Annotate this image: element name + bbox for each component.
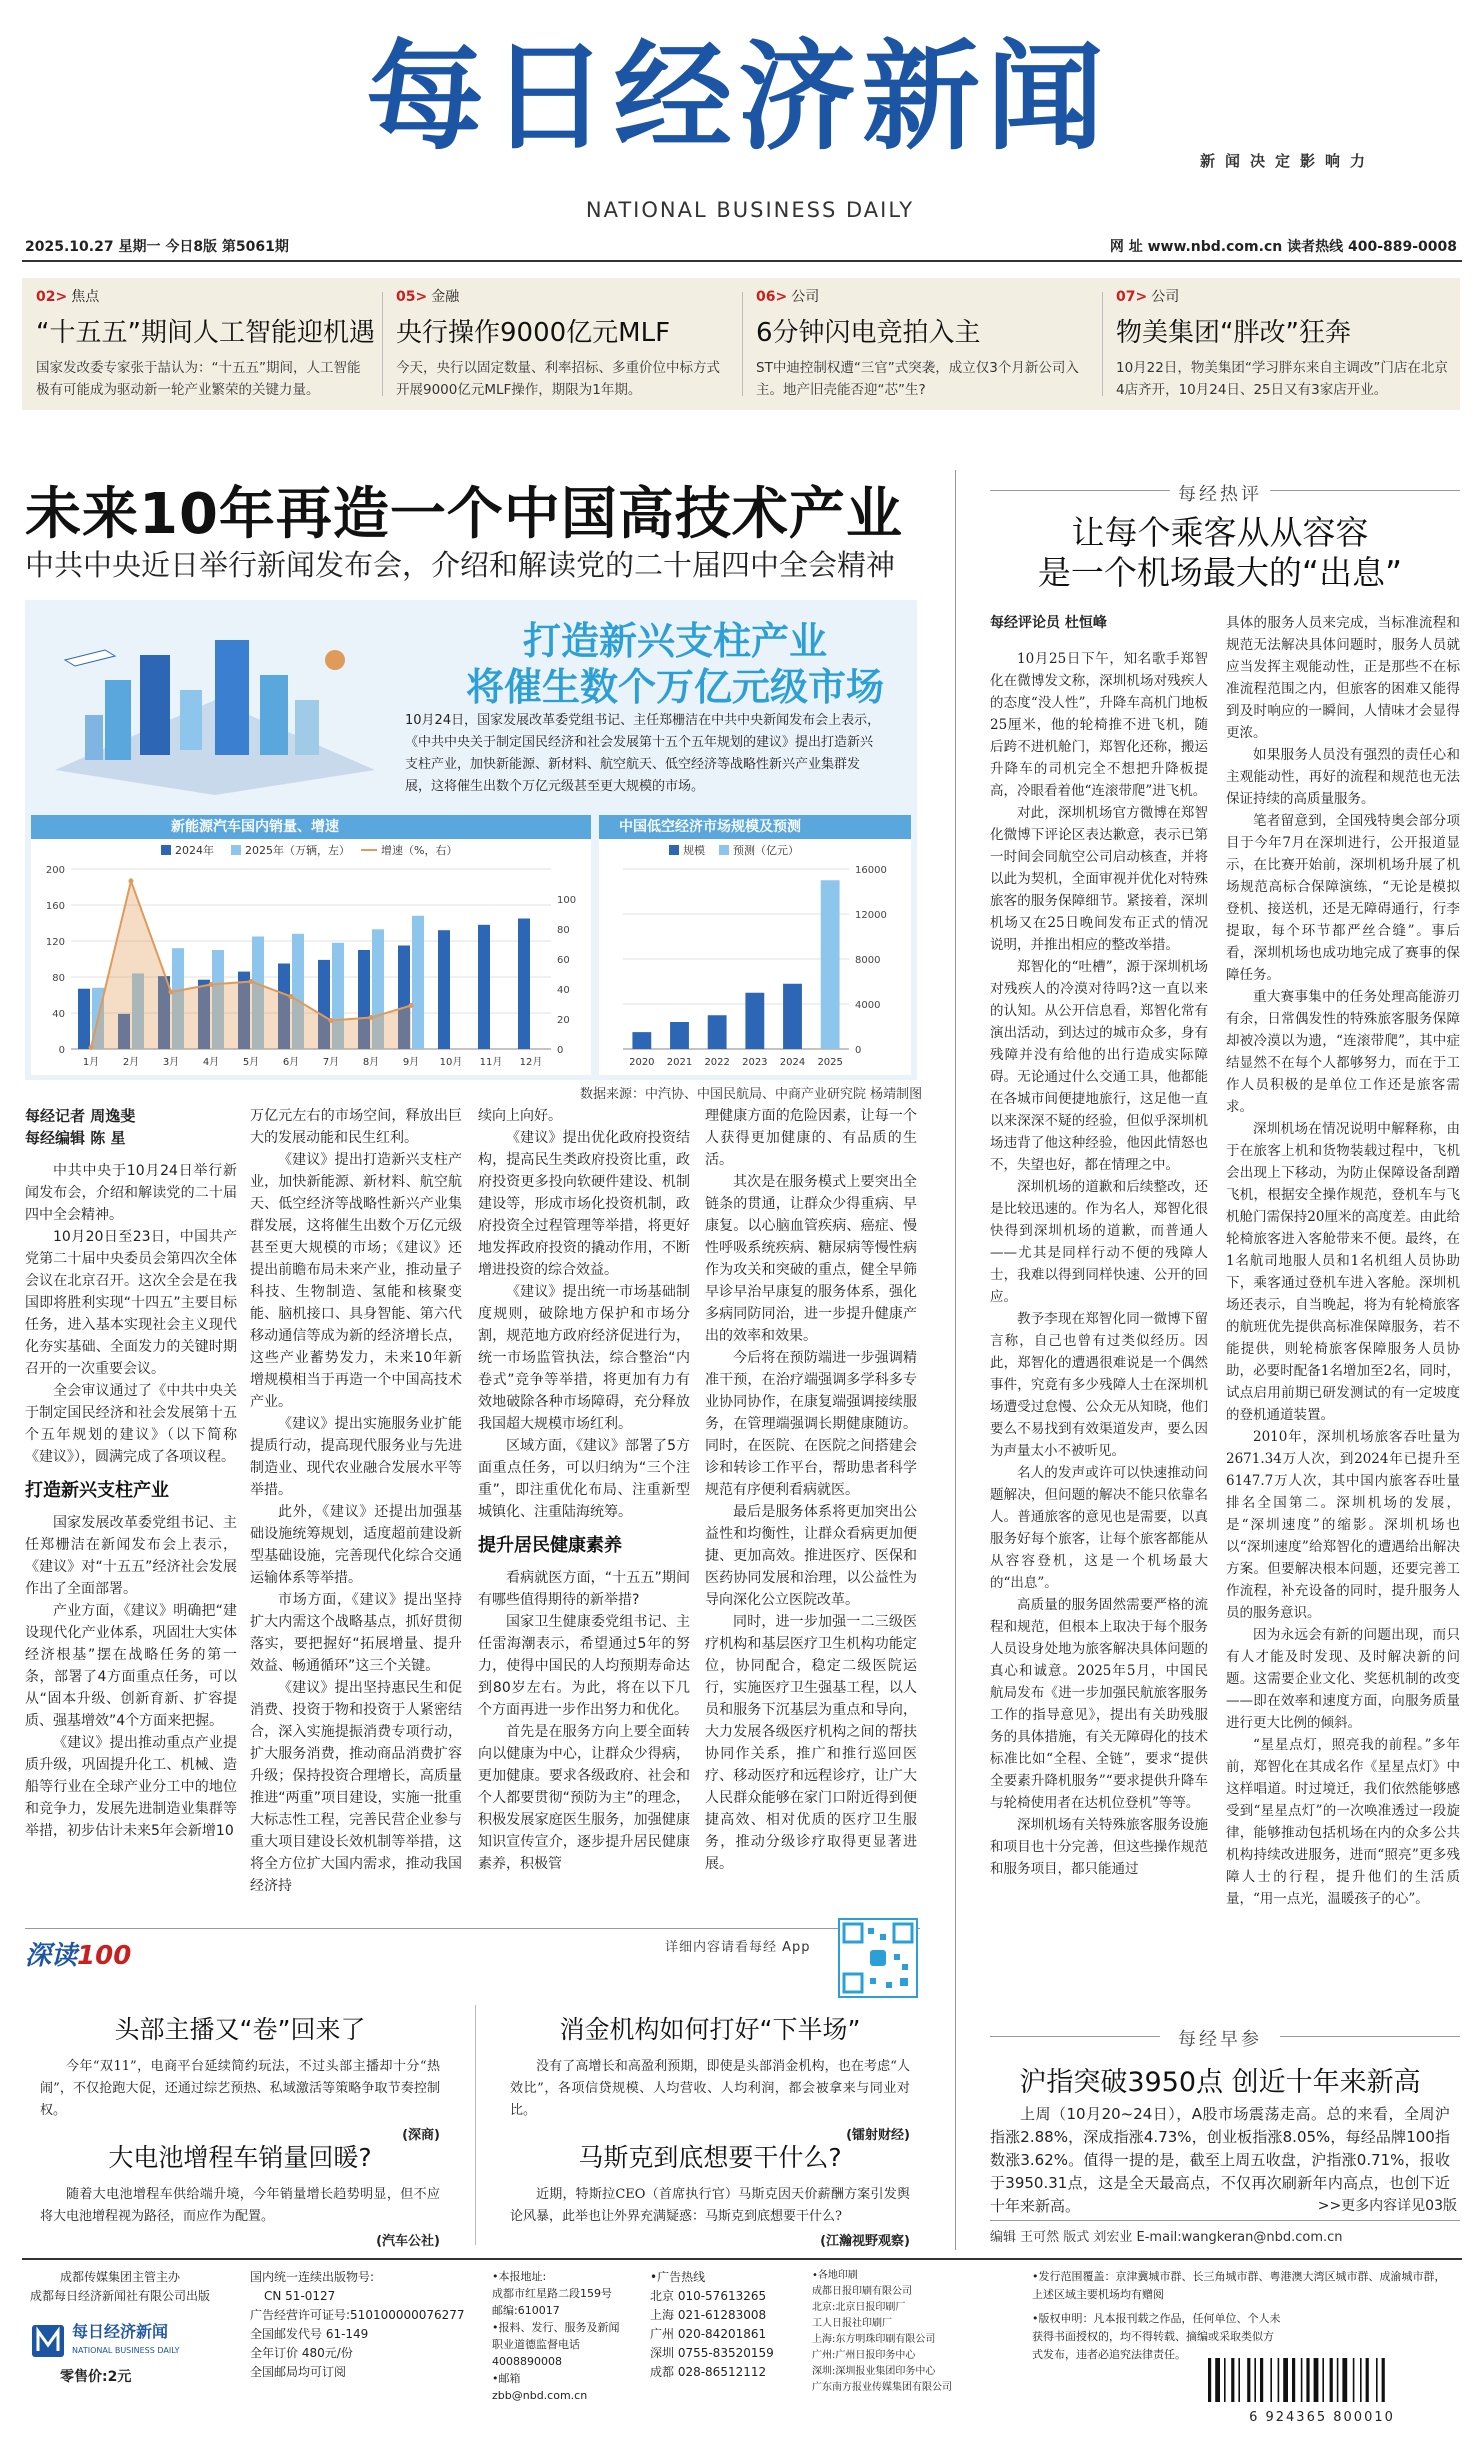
barcode-bar bbox=[1231, 2358, 1234, 2402]
teaser-title[interactable]: 物美集团“胖改”狂奔 bbox=[1116, 318, 1351, 348]
barcode-bar bbox=[1247, 2358, 1250, 2402]
teaser-item[interactable]: 02> 焦点 “十五五”期间人工智能迎机遇 国家发改委专家张于喆认为：“十五五”期间，人工智能极有可能成为驱动新一轮产业繁荣的关键力量。 bbox=[22, 278, 382, 410]
x-tick-label: 2021 bbox=[666, 1057, 693, 1068]
commentary-label: 每经热评 bbox=[1178, 484, 1262, 505]
growth-point bbox=[89, 1045, 94, 1050]
teaser-title[interactable]: “十五五”期间人工智能迎机遇 bbox=[36, 318, 375, 348]
x-tick-label: 2025 bbox=[817, 1057, 843, 1068]
teaser-summary: 10月22日，物美集团“学习胖东来自主调改”门店在北京4店齐开，10月24日、25日又有3家店开业。 bbox=[1116, 360, 1448, 398]
commentary-column-2: 具体的服务人员来完成，当标准流程和规范无法解决具体问题时，服务人员就应当发挥主观能动性，正是那些不在标准流程范围之内，但旅客的困难又能得到及时响应的一瞬间，人情味才会显得更浓。 如果服务人员没有强烈的责任心和主观能动性，再好的流程和规范也无法保证持续的高质量服务。 笔者留意到，全国残特奥会部分项目于今年7月在深圳进行，公开报道显示，在比赛开始前，深圳机场升展了机场规范高标合保障演练，“无论是模拟登机、接送机，还是无障碍通行，行李提取，每个环节都严丝合缝”。事后看，深圳机场也成功地完成了赛事的保障任务。 重大赛事集中的任务处理高能游刃有余，日常偶发性的特殊旅客服务保障却被冷漠以为遗，“连滚带爬”，其中症结显然不在每个人都够努力，而在于工作人员积极的是单位工作还是旅客需求。 深圳机场在情况说明中解释称，由于在旅客上机和货物装载过程中，飞机会出现上下移动，为防止保障设备刮蹭飞机，根据安全操作规范，登机车与飞机舱门需保持20厘米的高度差。由此给轮椅旅客进入客舱带来不便。最终，在1名航司地服人员和1名机组人员协助下，乘客通过登机车进入客舱。深圳机场还表示，自当晚起，将为有轮椅旅客的航班优先提供高标准保障服务，若不能提供，则轮椅旅客保障服务人员协助，必要时配备1名增加至2名，同时，试点启用前期已研发测试的有一定坡度的登机通道装置。 2010年，深圳机场旅客吞吐量为2671.34万人次，到2024年已提升至6147.7万人次，其中国内旅客吞吐量排名全国第二。深圳机场的发展，是“深圳速度”的缩影。深圳机场也以“深圳速度”给郑智化的遭遇给出解决方案。但要解决根本问题，还要完善工作流程，补充设备的同时，提升服务人员的服务意识。 因为永远会有新的问题出现，而只有人才能及时发现、及时解决新的问题。这需要企业文化、奖惩机制的改变——即在效率和速度方面，向服务质量进行更大比例的倾斜。 “星星点灯，照亮我的前程。”多年前，郑智化在其成名作《星星点灯》中这样唱道。时过境迁，我们依然能够感受到“星星点灯”的一次唤准透过一段旋律，能够推动包括机场在内的众多公共机构持续改进服务，进而“照亮”更多残障人士的行程，提升他们的生活质量，“用一点光，温暖孩子的心”。 bbox=[1226, 615, 1460, 1907]
chart-low-altitude-svg bbox=[599, 839, 911, 1075]
x-tick-label: 6月 bbox=[282, 1057, 300, 1068]
footer-publisher: 成都传媒集团主管主办 成都每日经济新闻社有限公司出版 每日经济新闻 NATIONAL BUSINESS DAILY 零售价:2元 bbox=[30, 2268, 230, 2387]
x-tick-label: 2020 bbox=[629, 1057, 655, 1068]
y-tick-label-right: 60 bbox=[557, 955, 570, 966]
y-tick-label: 12000 bbox=[855, 910, 887, 921]
barcode-bar bbox=[1208, 2358, 1211, 2402]
footer-logo: 每日经济新闻 NATIONAL BUSINESS DAILY bbox=[30, 2322, 230, 2360]
footer-address: •本报地址: 成都市红星路二段159号 邮编:610017 •报料、发行、服务及新闻 职业道德监督电话 4008890008 •邮箱 zbb@nbd.com.cn bbox=[492, 2270, 620, 2402]
teaser-summary: ST中迪控制权遭“三官”式突袭，成立仅3个月新公司入主。地产旧壳能否迎“芯”生? bbox=[756, 360, 1079, 398]
x-tick-label: 11月 bbox=[479, 1057, 503, 1068]
teaser-title[interactable]: 央行操作9000亿元MLF bbox=[396, 318, 671, 348]
teaser-item[interactable]: 07> 公司 物美集团“胖改”狂奔 10月22日，物美集团“学习胖东来自主调改”门店在北京4店齐开，10月24日、25日又有3家店开业。 bbox=[1102, 278, 1460, 410]
bar-forecast bbox=[821, 880, 840, 1049]
bar-actual bbox=[783, 984, 802, 1049]
barcode-bar bbox=[1376, 2358, 1378, 2402]
y-tick-label-left: 120 bbox=[45, 937, 65, 948]
barcode-bar bbox=[1314, 2358, 1319, 2402]
growth-point bbox=[209, 982, 214, 987]
barcode-bar bbox=[1224, 2358, 1226, 2402]
footer-notice: •发行范围覆盖：京津冀城市群、长三角城市群、粤港澳大湾区城市群、成渝城市群，上述区域主要机场均有赠阅 •版权申明：凡本报刊载之作品，任何单位、个人未获得书面授权的，均不得转载、摘编或采取类似方式发布，违者必追究法律责任。 bbox=[1032, 2270, 1446, 2361]
y-tick-label-left: 80 bbox=[52, 973, 65, 984]
barcode-bar bbox=[1278, 2358, 1280, 2402]
bar-2024 bbox=[518, 919, 530, 1050]
x-tick-label: 7月 bbox=[322, 1057, 340, 1068]
price: 零售价:2元 bbox=[60, 2369, 132, 2385]
legend-swatch-actual bbox=[669, 845, 679, 855]
chart-low-altitude bbox=[599, 815, 911, 1075]
morning-label: 每经早参 bbox=[1178, 2029, 1262, 2050]
masthead-english: NATIONAL BUSINESS DAILY bbox=[585, 198, 915, 222]
legend-swatch-2025 bbox=[231, 845, 241, 855]
masthead-rule bbox=[22, 260, 1462, 262]
y-tick-label-right: 40 bbox=[557, 985, 570, 996]
bar-actual bbox=[670, 1022, 689, 1049]
growth-point bbox=[369, 1015, 374, 1020]
barcode-bar bbox=[1238, 2358, 1240, 2402]
commentary-headline[interactable]: 让每个乘客从从容容 是一个机场最大的“出息” bbox=[1037, 513, 1403, 592]
teaser-strip bbox=[22, 278, 1460, 410]
nbd-logo-icon bbox=[30, 2323, 66, 2359]
growth-point bbox=[129, 879, 134, 884]
morning-body: 上周（10月20~24日），A股市场震荡走高。总的来看，全周沪指涨2.88%，深成指涨4.73%，创业板指涨8.05%，每经品牌100指数涨3.62%。值得一提的是，截至上周五收盘，沪指涨0.71%，报收于3950.31点，这是全天最高点，不仅再次刷新年内高点，也创下近十年来新高。 bbox=[990, 2105, 1450, 2215]
barcode-bar bbox=[1260, 2358, 1263, 2402]
article-column-3: 续向上向好。 《建议》提出优化政府投资结构，提高民生类政府投资比重，政府投资更多投向软硬件建设、机制建设等，形成市场化投资机制，政府投资全过程管理等举措，将更好地发挥政府投资的撬动作用，不断增进投资的综合效益。 《建议》提出统一市场基础制度规则，破除地方保护和市场分割，规范地方政府经济促进行为，统一市场监管执法，综合整治“内卷式”竞争等举措，将更加有力有效地破除各种市场障碍，充分释放我国超大规模市场红利。 区域方面，《建议》部署了5方面重点任务，可以归纳为“三个注重”，即注重优化布局、注重新型城镇化、注重陆海统筹。 提升居民健康素养 看病就医方面，“十五五”期间有哪些值得期待的新举措? 国家卫生健康委党组书记、主任雷海潮表示，希望通过5年的努力，使得中国民的人均预期寿命达到80岁左右。为此，将在以下几个方面再进一步作出努力和优化。 首先是在服务方向上要全面转向以健康为中心，让群众少得病，更加健康。要求各级政府、社会和个人都要贯彻“预防为主”的理念，积极发展家庭医生服务，加强健康知识宣传宣介，逐步提升居民健康素养，积极管 bbox=[478, 1108, 690, 1872]
teaser-summary: 国家发改委专家张于喆认为：“十五五”期间，人工智能极有可能成为驱动新一轮产业繁荣的关键力量。 bbox=[36, 360, 361, 398]
y-tick-label-left: 0 bbox=[58, 1045, 65, 1056]
app-note: 详细内容请看每经 App bbox=[665, 1940, 811, 1955]
legend-swatch-forecast bbox=[719, 845, 729, 855]
y-tick-label-left: 200 bbox=[45, 865, 65, 876]
deep-read-item[interactable]: 马斯克到底想要干什么? 近期，特斯拉CEO（首席执行官）马斯克因天价薪酬方案引发舆论风暴，此举也让外界充满疑惑：马斯克到底想要干什么? (江瀚视野观察) bbox=[510, 2138, 910, 2249]
chart-ev-sales-svg bbox=[31, 839, 591, 1075]
morning-headline[interactable]: 沪指突破3950点 创近十年来新高 bbox=[1019, 2067, 1421, 2098]
infographic bbox=[25, 600, 917, 1080]
x-tick-label: 1月 bbox=[82, 1057, 100, 1068]
dateline: 2025.10.27 星期一 今日8版 第5061期 bbox=[25, 239, 289, 255]
growth-point bbox=[289, 994, 294, 999]
infographic-caption: 数据来源：中汽协、中国民航局、中商产业研究院 杨靖制图 bbox=[580, 1087, 923, 1102]
legend-label: 2025年（万辆，左） bbox=[245, 844, 350, 857]
barcode-bar bbox=[1366, 2358, 1369, 2402]
barcode-bar bbox=[1330, 2358, 1333, 2402]
barcode: 6 924365 800010 bbox=[1202, 2358, 1442, 2418]
y-tick-label: 4000 bbox=[855, 1000, 881, 1011]
x-tick-label: 8月 bbox=[362, 1057, 380, 1068]
growth-point bbox=[249, 979, 254, 984]
barcode-bar bbox=[1306, 2358, 1309, 2402]
growth-point bbox=[409, 1003, 414, 1008]
barcode-bar bbox=[1301, 2358, 1303, 2402]
x-tick-label: 5月 bbox=[242, 1057, 260, 1068]
infographic-title: 打造新兴支柱产业 将催生数个万亿元级市场 bbox=[465, 619, 884, 709]
barcode-icon bbox=[1202, 2358, 1442, 2402]
barcode-bar bbox=[1292, 2358, 1295, 2402]
barcode-bar bbox=[1353, 2358, 1355, 2402]
y-tick-label-right: 0 bbox=[557, 1045, 564, 1056]
x-tick-label: 10月 bbox=[439, 1057, 463, 1068]
footer-registration: 国内统一连续出版物号: CN 51-0127 广告经营许可证号:510100000076277 全国邮发代号 61-149 全年订价 480元/份 全国邮局均可订阅 bbox=[250, 2270, 465, 2379]
bar-2024 bbox=[438, 930, 450, 1049]
x-tick-label: 2024 bbox=[779, 1057, 806, 1068]
barcode-bar bbox=[1322, 2358, 1324, 2402]
article-column-1: 中共中央于10月24日举行新闻发布会，介绍和解读党的二十届四中全会精神。 10月20日至23日，中国共产党第二十届中央委员会第四次全体会议在北京召开。这次全会是在我国即将胜利实现“十四五”主要目标任务，进入基本实现社会主义现代化夯实基础、全面发力的关键时期召开的一次重要会议。 全会审议通过了《中共中央关于制定国民经济和社会发展第十五个五年规划的建议》（以下简称《建议》），圆满完成了各项议程。 打造新兴支柱产业 国家发展改革委党组书记、主任郑栅洁在新闻发布会上表示，《建议》对“十五五”经济社会发展作出了全面部署。 产业方面，《建议》明确把“建设现代化产业体系，巩固壮大实体经济根基”摆在战略任务的第一条，部署了4方面重点任务，可以从“固本升级、创新育新、扩容提质、强基增效”4个方面来把握。 《建议》提出推动重点产业提质升级，巩固提升化工、机械、造船等行业在全球产业分工中的地位和竞争力，发展先进制造业集群等举措，初步估计未来5年会新增10 bbox=[25, 1163, 237, 1839]
teaser-title[interactable]: 6分钟闪电竞拍入主 bbox=[756, 318, 981, 348]
footer-ad-hotline: •广告热线 北京 010-57613265 上海 021-61283008 广州 020-84201861 深圳 0755-83520159 成都 028-86512112 bbox=[650, 2270, 774, 2379]
chart-title: 新能源汽车国内销量、增速 bbox=[31, 815, 591, 839]
y-tick-label-right: 100 bbox=[557, 895, 577, 906]
qr-code[interactable] bbox=[838, 1918, 918, 1998]
masthead-title: 每日经济新闻 bbox=[365, 28, 1110, 166]
footer-printing: •各地印刷 成都日报印刷有限公司 北京:北京日报印刷厂 工人日报社印刷厂 上海:东方明珠印刷有限公司 广州:广州日报印务中心 深圳:深圳报业集团印务中心 广东南方报业传媒集团有限公司 bbox=[812, 2270, 952, 2393]
legend-label: 预测（亿元） bbox=[733, 844, 799, 857]
x-tick-label: 4月 bbox=[202, 1057, 220, 1068]
legend-label: 规模 bbox=[683, 844, 705, 857]
bar-2024 bbox=[478, 925, 490, 1049]
section-heading: 提升居民健康素养 bbox=[478, 1535, 622, 1556]
deep-read-title[interactable]: 大电池增程车销量回暖? bbox=[108, 2143, 372, 2172]
y-tick-label-right: 20 bbox=[557, 1015, 570, 1026]
barcode-bar bbox=[1360, 2358, 1362, 2402]
growth-point bbox=[169, 990, 174, 995]
deep-read-item[interactable]: 头部主播又“卷”回来了 今年“双11”，电商平台延续简约玩法，不过头部主播却十分“热闹”，不仅抢跑大促，还通过综艺预热、私域激活等策略争取节奏控制权。 (深商) bbox=[40, 2010, 440, 2143]
editor-credits: 编辑 王可然 版式 刘宏业 E-mail:wangkeran@nbd.com.cn bbox=[990, 2230, 1343, 2245]
deep-read-title[interactable]: 头部主播又“卷”回来了 bbox=[114, 2015, 366, 2044]
y-tick-label-left: 160 bbox=[45, 901, 65, 912]
barcode-bar bbox=[1382, 2358, 1385, 2402]
legend-label: 2024年 bbox=[175, 844, 214, 857]
chart-ev-sales bbox=[31, 815, 591, 1075]
x-tick-label: 2022 bbox=[704, 1057, 730, 1068]
y-tick-label: 8000 bbox=[855, 955, 881, 966]
barcode-bar bbox=[1283, 2358, 1288, 2402]
infographic-text: 10月24日，国家发展改革委党组书记、主任郑栅洁在中共中央新闻发布会上表示，《中共中央关于制定国民经济和社会发展第十五个五年规划的建议》提出打造新兴支柱产业，加快新能源、新材料、航空航天、低空经济等战略性新兴产业集群发展，这将催生出数个万亿元级甚至更大规模的市场。 bbox=[405, 713, 881, 794]
growth-point bbox=[329, 1018, 334, 1023]
legend-label: 增速（%，右） bbox=[381, 844, 458, 857]
lead-subheadline: 中共中央近日举行新闻发布会，介绍和解读党的二十届四中全会精神 bbox=[25, 548, 896, 582]
byline: 每经记者 周逸斐 每经编辑 陈 星 bbox=[25, 1107, 136, 1147]
teaser-summary: 今天，央行以固定数量、利率招标、多重价位中标方式开展9000亿元MLF操作，期限为1年期。 bbox=[396, 360, 720, 398]
site-info: 网 址 www.nbd.com.cn 读者热线 400-889-0008 bbox=[1109, 239, 1457, 255]
barcode-bar bbox=[1215, 2358, 1220, 2402]
barcode-bar bbox=[1342, 2358, 1347, 2402]
x-tick-label: 3月 bbox=[162, 1057, 180, 1068]
masthead-slogan: 新闻决定影响力 bbox=[1200, 152, 1376, 170]
footer bbox=[22, 2268, 1462, 2428]
bar-2024 bbox=[78, 989, 90, 1049]
commentary-column-1: 10月25日下午，知名歌手郑智化在微博发文称，深圳机场对残疾人的态度“没人性”，升降车高机门地板25厘米，他的轮椅推不进飞机，随后跨不进机舱门，郑智化还称，搬运升降车的司机完全不想把升降板提高，冷眼看着他“连滚带爬”进飞机。 对此，深圳机场官方微博在郑智化微博下评论区表达歉意，表示已第一时间会同航空公司启动核查，并将以此为契机，全面审视并优化对特殊旅客的服务保障细节。紧接着，深圳机场又在25日晚间发布正式的情况说明，并推出相应的整改举措。 郑智化的“吐槽”，源于深圳机场对残疾人的冷漠对待吗?这一直以来的认知。从公开信息看，郑智化常有演出活动，到达过的城市众多，身有残障并没有给他的出行造成实际障碍。无论通过什么交通工具，他都能在各城市间便捷地旅行，这足他一直以来深深不疑的经验，但似乎深圳机场违背了他这种经验，他因此情怒也不，失望也好，都在情理之中。 深圳机场的道歉和后续整改，还是比较迅速的。作为名人，郑智化很快得到深圳机场的道歉，而普通人——尤其是同样行动不便的残障人士，我难以得到同样快速、公开的回应。 教予李现在郑智化同一微博下留言称，自己也曾有过类似经历。因此，郑智化的遭遇很难说是一个偶然事件，究竟有多少残障人士在深圳机场遭受过怠慢、公众无从知晓，他们要么不易找到有效渠道发声，要么因为声量太小不被听见。 名人的发声或许可以快速推动问题解决，但问题的解决不能只依靠名人。普通旅客的意见也是需要，以真服务好每个旅客，让每个旅客都能从从容容登机，这是一个机场最大的“出息”。 高质量的服务固然需要严格的流程和规范，但根本上取决于每个服务人员设身处地为旅客解决具体问题的真心和诚意。2025年5月，中国民航局发布《进一步加强民航旅客服务工作的指导意见》，提出有关助残服务的具体措施，有关无障碍化的技术标准比如“全程、全链”，要求“提供全要素升降机服务”“要求提供升降车与轮椅使用者在达机位登机”等等。 深圳机场有关特殊旅客服务设施和项目也十分完善，但这些操作规范和服务项目，都只能通过 bbox=[990, 651, 1208, 1877]
barcode-bar bbox=[1254, 2358, 1256, 2402]
barcode-bar bbox=[1270, 2358, 1272, 2402]
teaser-item[interactable]: 06> 公司 6分钟闪电竞拍入主 ST中迪控制权遭“三官”式突袭，成立仅3个月新公司入主。地产旧壳能否迎“芯”生? bbox=[742, 278, 1102, 410]
bar-2025 bbox=[412, 916, 424, 1049]
chart-title: 中国低空经济市场规模及预测 bbox=[599, 815, 911, 839]
bar-actual bbox=[632, 1032, 651, 1049]
x-tick-label: 9月 bbox=[402, 1057, 420, 1068]
deep-read-item[interactable]: 消金机构如何打好“下半场” 没有了高增长和高盈利预期，即使是头部消金机构，也在考虑“人效比”，各项信贷规模、人均营收、人均利润，都会被拿来与同业对比。 (镭射财经) bbox=[510, 2010, 910, 2143]
y-tick-label-right: 80 bbox=[557, 925, 570, 936]
deep-read-item[interactable]: 大电池增程车销量回暖? 随着大电池增程车供给端升境，今年销量增长趋势明显，但不应将大电池增程视为路径，而应作为配置。 (汽车公社) bbox=[40, 2138, 440, 2249]
y-tick-label: 16000 bbox=[855, 865, 887, 876]
bar-actual bbox=[708, 1015, 727, 1049]
section-heading: 打造新兴支柱产业 bbox=[25, 1480, 169, 1501]
city-illustration bbox=[45, 620, 385, 800]
bar-actual bbox=[745, 993, 764, 1049]
y-tick-label-left: 40 bbox=[52, 1009, 65, 1020]
teaser-item[interactable]: 05> 金融 央行操作9000亿元MLF 今天，央行以固定数量、利率招标、多重价位中标方式开展9000亿元MLF操作，期限为1年期。 bbox=[382, 278, 742, 410]
x-tick-label: 2月 bbox=[122, 1057, 140, 1068]
x-tick-label: 2023 bbox=[742, 1057, 768, 1068]
barcode-bar bbox=[1337, 2358, 1339, 2402]
deep-read-title[interactable]: 马斯克到底想要干什么? bbox=[578, 2143, 842, 2172]
article-column-2: 万亿元左右的市场空间，释放出巨大的发展动能和民生红利。 《建议》提出打造新兴支柱产业，加快新能源、新材料、航空航天、低空经济等战略性新兴产业集群发展，这将催生出数个万亿元级甚至更大规模的市场；《建议》还提出前瞻布局未来产业，推动量子科技、生物制造、氢能和核聚变能、脑机接口、具身智能、第六代移动通信等成为新的经济增长点，这些产业蓄势发力，未来10年新增规模相当于再造一个中国高技术产业。 《建议》提出实施服务业扩能提质行动，提高现代服务业与先进制造业、现代农业融合发展水平等举措。 此外，《建议》还提出加强基础设施统筹规划，适度超前建设新型基础设施，完善现代化综合交通运输体系等举措。 市场方面，《建议》提出坚持扩大内需这个战略基点，抓好贯彻落实，要把握好“拓展增量、提升效益、畅通循环”这三个关键。 《建议》提出坚持惠民生和促消费、投资于物和投资于人紧密结合，深入实施提振消费专项行动，扩大服务消费，推动商品消费扩容升级；保持投资合理增长，高质量推进“两重”项目建设，实施一批重大标志性工程，完善民营企业参与重大项目建设长效机制等举措，这将全方位扩大国内需求，推动我国经济持 bbox=[250, 1108, 462, 1894]
commentary-author: 每经评论员 杜恒峰 bbox=[990, 615, 1107, 631]
y-tick-label: 0 bbox=[855, 1045, 862, 1056]
lead-headline[interactable]: 未来10年再造一个中国高技术产业 bbox=[25, 482, 903, 547]
article-column-4: 理健康方面的危险因素，让每一个人获得更加健康的、有品质的生活。 其次是在服务模式上要突出全链条的贯通，让群众少得重病、早康复。以心脑血管疾病、癌症、慢性呼吸系统疾病、糖尿病等慢性病作为攻关和突破的重点，健全早筛早诊早治早康复的服务体系，强化多病同防同治，进一步提升健康产出的效率和效果。 今后将在预防端进一步强调精准干预，在治疗端强调多学科多专业协同协作，在康复端强调接续服务，在管理端强调长期健康随访。同时，在医院、在医院之间搭建会诊和转诊工作平台，帮助患者科学规范有序便利看病就医。 最后是服务体系将更加突出公益性和均衡性，让群众看病更加便捷、更加高效。推进医疗、医保和医药协同发展和治理，以公益性为导向深化公立医院改革。 同时，进一步加强一二三级医疗机构和基层医疗卫生机构功能定位，协同配合，稳定二级医院运行，实施医疗卫生强基工程，以人员和服务下沉基层为重点和导向，大力发展各级医疗机构之间的帮扶协同作关系，推广和推行巡回医疗、移动医疗和远程诊疗，让广大人民群众能够在家门口附近得到便捷高效、相对优质的医疗卫生服务，推动分级诊疗取得更显著进展。 bbox=[705, 1108, 917, 1872]
legend-swatch-2024 bbox=[161, 845, 171, 855]
deep-read-title[interactable]: 消金机构如何打好“下半场” bbox=[559, 2015, 861, 2044]
x-tick-label: 12月 bbox=[519, 1057, 543, 1068]
deep-read-logo: 深读100 bbox=[25, 1941, 132, 1971]
more-link[interactable]: >>更多内容详见03版 bbox=[1317, 2198, 1457, 2214]
